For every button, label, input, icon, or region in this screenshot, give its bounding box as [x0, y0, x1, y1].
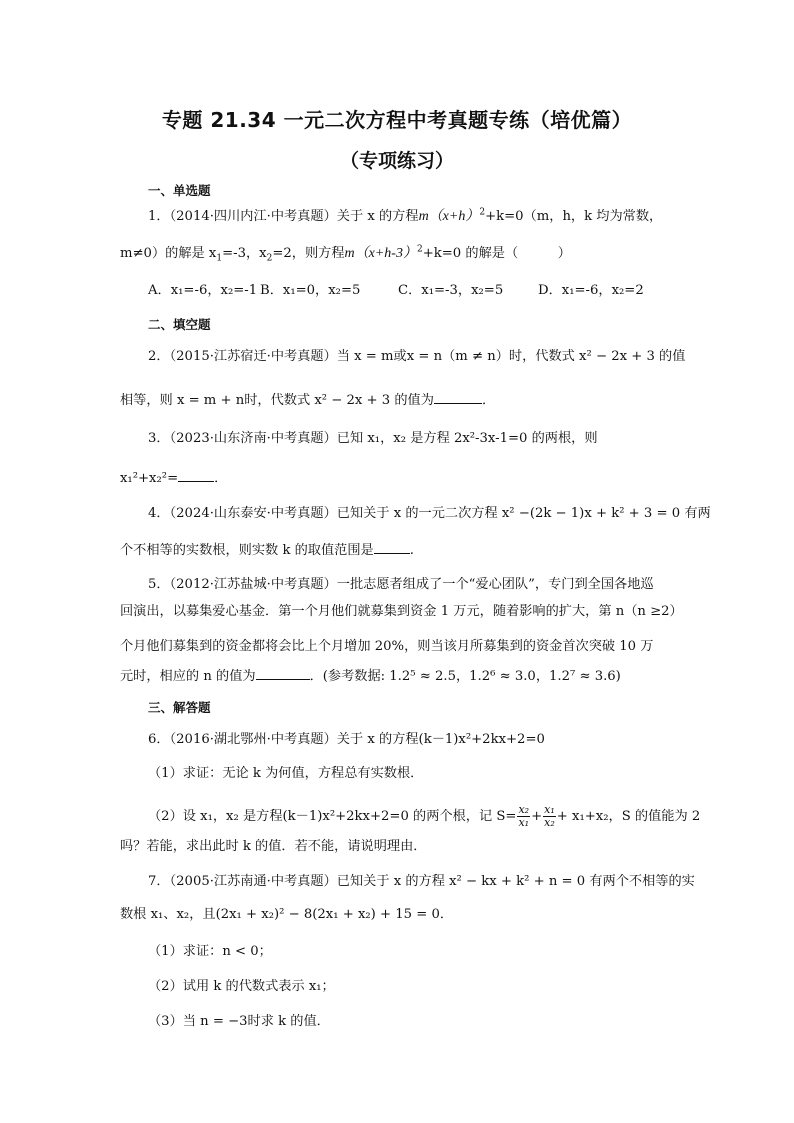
- q5-line4-a: 元时，相应的 n 的值为: [120, 669, 256, 684]
- section-heading-solution: 三、解答题: [148, 700, 211, 715]
- q6-frac1-den: x₁: [518, 816, 530, 829]
- question-6-part-2-line-2: 吗？若能，求出此时 k 的值．若不能，请说明理由．: [120, 839, 427, 854]
- question-7-line-1: 7．（2005·江苏南通·中考真题）已知关于 x 的方程 x² − kx + k² + n = 0 有两个不相等的实: [148, 874, 695, 889]
- question-1-option-b[interactable]: B．x₁=0，x₂=5: [260, 283, 361, 298]
- question-6-line-1: 6．（2016·湖北鄂州·中考真题）关于 x 的方程(k－1)x²+2kx+2=0: [148, 732, 545, 747]
- question-7-part-2: （2）试用 k 的代数式表示 x₁；: [148, 979, 335, 994]
- q1-source: 1．（2014·四川内江·中考真题）: [148, 209, 337, 224]
- q5-line4-b: ．(参考数据: 1.2⁵ ≈ 2.5，1.2⁶ ≈ 3.0，1.2⁷ ≈ 3.6): [309, 669, 621, 684]
- q4-answer-blank[interactable]: [374, 540, 410, 554]
- q1-eq2-exponent: 2: [416, 244, 423, 255]
- q5-answer-blank[interactable]: [256, 666, 310, 680]
- question-1-option-a[interactable]: A．x₁=-6，x₂=-1: [148, 283, 258, 298]
- section-heading-single-choice: 一、单选题: [148, 183, 211, 198]
- q1-eq1: m（x+h）: [418, 209, 480, 224]
- question-6-part-2: （2）设 x₁，x₂ 是方程(k－1)x²+2kx+2=0 的两个根，记 S= $\frac{\text{x₂}}{\text{x₁}}$ + $\frac{\text{x₁}}{\text{x₂}}$ + x₁+x₂，S 的值能为 2: [148, 803, 701, 829]
- question-2-line-2: [120, 390, 495, 410]
- q6-part2-b: + x₁+x₂，S 的值能为 2: [556, 809, 701, 824]
- question-5-line-2: 回演出，以募集爱心基金．第一个月他们就募集到资金 1 万元，随着影响的扩大，第 n（n ≥2）: [120, 604, 683, 619]
- q1-line2-b: =-3，x: [222, 246, 267, 261]
- q1-text-a: 关于 x 的方程: [336, 209, 419, 224]
- question-4-line-2: [120, 540, 414, 560]
- question-5-line-3: 个月他们募集到的资金都将会比上个月增加 20%，则当该月所募集到的资金首次突破 10 万: [120, 639, 654, 654]
- question-7-part-3: （3）当 n = −3时求 k 的值．: [148, 1014, 330, 1029]
- q6-frac2-den: x₂: [544, 816, 555, 829]
- page-title: 专题 21.34 一元二次方程中考真题专练（培优篇）: [161, 108, 633, 132]
- q3-period: ．: [214, 471, 228, 486]
- q1-eq1-exponent: 2: [479, 207, 486, 218]
- q6-fraction-2: [543, 804, 556, 829]
- q6-frac1-num: x₂: [518, 803, 530, 816]
- q2-period: ．: [481, 393, 496, 408]
- q6-frac2-num: x₁: [544, 803, 555, 816]
- q3-line2-text: x₁²+x₂²=: [120, 471, 179, 486]
- question-7-part-1: （1）求证：n < 0；: [148, 944, 272, 959]
- q1-line2-d: +k=0 的解是（ ）: [422, 246, 571, 261]
- question-1-line-2: [120, 245, 571, 263]
- question-2-line-1: 2．（2015·江苏宿迁·中考真题）当 x = m或x = n（m ≠ n）时，代数式 x² − 2x + 3 的值: [148, 349, 686, 364]
- q3-answer-blank[interactable]: [178, 468, 214, 482]
- q6-fraction-1: [517, 804, 530, 829]
- question-1-option-d[interactable]: D．x₁=-6，x₂=2: [538, 283, 644, 298]
- q1-eq2: m（x+h-3）: [344, 246, 417, 261]
- question-5-line-4: [120, 666, 621, 686]
- question-4-line-1: 4．（2024·山东泰安·中考真题）已知关于 x 的一元二次方程 x² −(2k − 1)x + k² + 3 = 0 有两: [148, 506, 711, 521]
- q2-answer-blank[interactable]: [434, 390, 482, 404]
- question-3-line-1: 3．（2023·山东济南·中考真题）已知 x₁，x₂ 是方程 2x²-3x-1=0 的两根，则: [148, 431, 598, 446]
- q1-line2-a: m≠0）的解是 x: [120, 246, 217, 261]
- question-3-line-2: [120, 468, 227, 488]
- page-subtitle: （专项练习）: [339, 150, 454, 172]
- section-heading-fill-blank: 二、填空题: [148, 317, 211, 332]
- q6-part2-a: （2）设 x₁，x₂ 是方程(k－1)x²+2kx+2=0 的两个根，记 S=: [148, 809, 517, 824]
- question-1-option-c[interactable]: C．x₁=-3，x₂=5: [398, 283, 504, 298]
- q4-period: .: [409, 543, 414, 558]
- question-5-line-1: 5．（2012·江苏盐城·中考真题）一批志愿者组成了一个“爱心团队”，专门到全国各地巡: [148, 577, 654, 592]
- question-7-line-2: 数根 x₁、x₂，且(2x₁ + x₂)² − 8(2x₁ + x₂) + 15 = 0．: [120, 907, 454, 922]
- q4-line2-text: 个不相等的实数根，则实数 k 的取值范围是: [120, 543, 374, 558]
- question-6-part-1: （1）求证：无论 k 为何值，方程总有实数根．: [148, 766, 424, 781]
- q1-sub-2: 2: [266, 253, 273, 264]
- question-1-line-1: [148, 208, 662, 226]
- q1-sub-1: 1: [216, 253, 223, 264]
- q2-line2-text: 相等，则 x = m + n时，代数式 x² − 2x + 3 的值为: [120, 393, 434, 408]
- q1-line2-c: =2，则方程: [272, 246, 345, 261]
- q1-text-b: +k=0（m，h，k 均为常数，: [485, 209, 663, 224]
